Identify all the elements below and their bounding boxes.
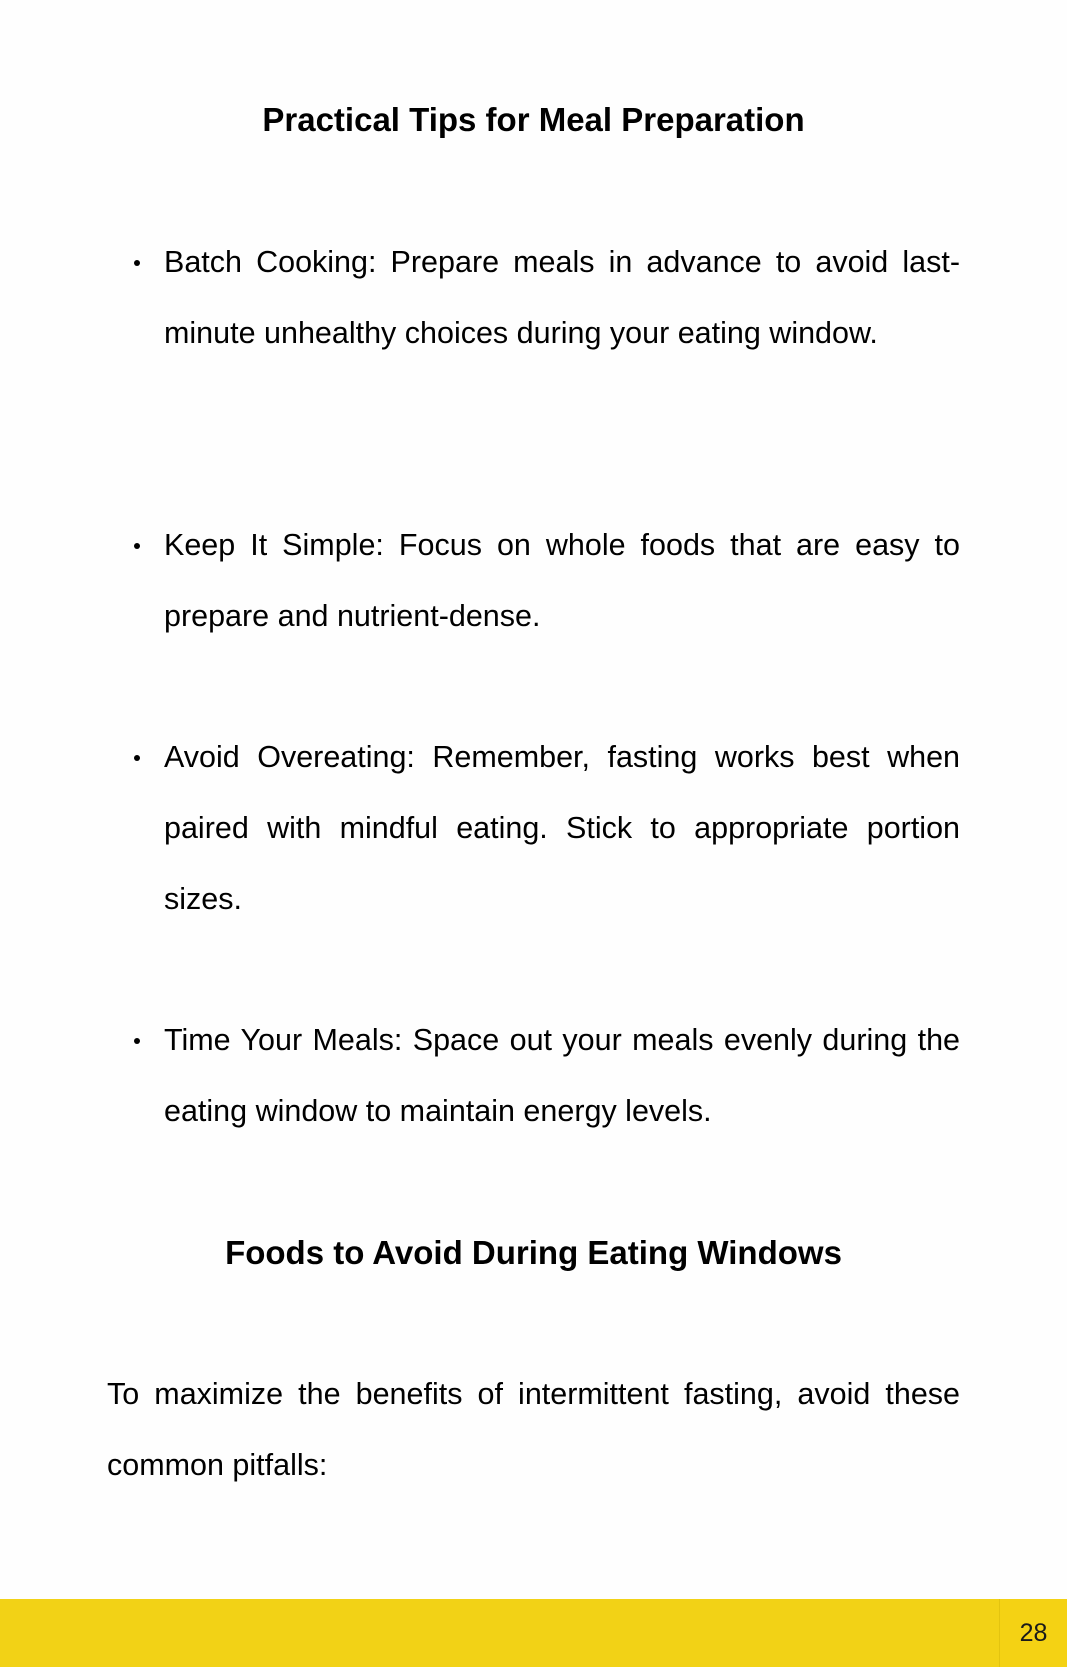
list-item <box>164 722 960 935</box>
tip-text: Batch Cooking: Prepare meals in advance to avoid last-minute unhealthy choices during your eating window. <box>164 245 960 350</box>
tip-text: Avoid Overeating: Remember, fasting works best when paired with mindful eating. Stick to appropriate portion sizes. <box>164 740 960 916</box>
bullet-icon <box>134 1038 140 1044</box>
tip-text: Time Your Meals: Space out your meals evenly during the eating window to maintain energy levels. <box>164 1023 960 1128</box>
list-item <box>164 1005 960 1147</box>
footer-bar <box>0 1599 1067 1667</box>
list-item <box>164 227 960 369</box>
intro-paragraph: To maximize the benefits of intermittent fasting, avoid these common pitfalls: <box>107 1377 960 1482</box>
tip-text: Keep It Simple: Focus on whole foods that are easy to prepare and nutrient-dense. <box>164 528 960 633</box>
bullet-icon <box>134 543 140 549</box>
bullet-icon <box>134 260 140 266</box>
bullet-icon <box>134 755 140 761</box>
list-item <box>164 510 960 652</box>
section-heading-foods-to-avoid: Foods to Avoid During Eating Windows <box>225 1234 842 1271</box>
page-number: 28 <box>999 1599 1067 1667</box>
section-heading-meal-preparation: Practical Tips for Meal Preparation <box>262 101 805 138</box>
